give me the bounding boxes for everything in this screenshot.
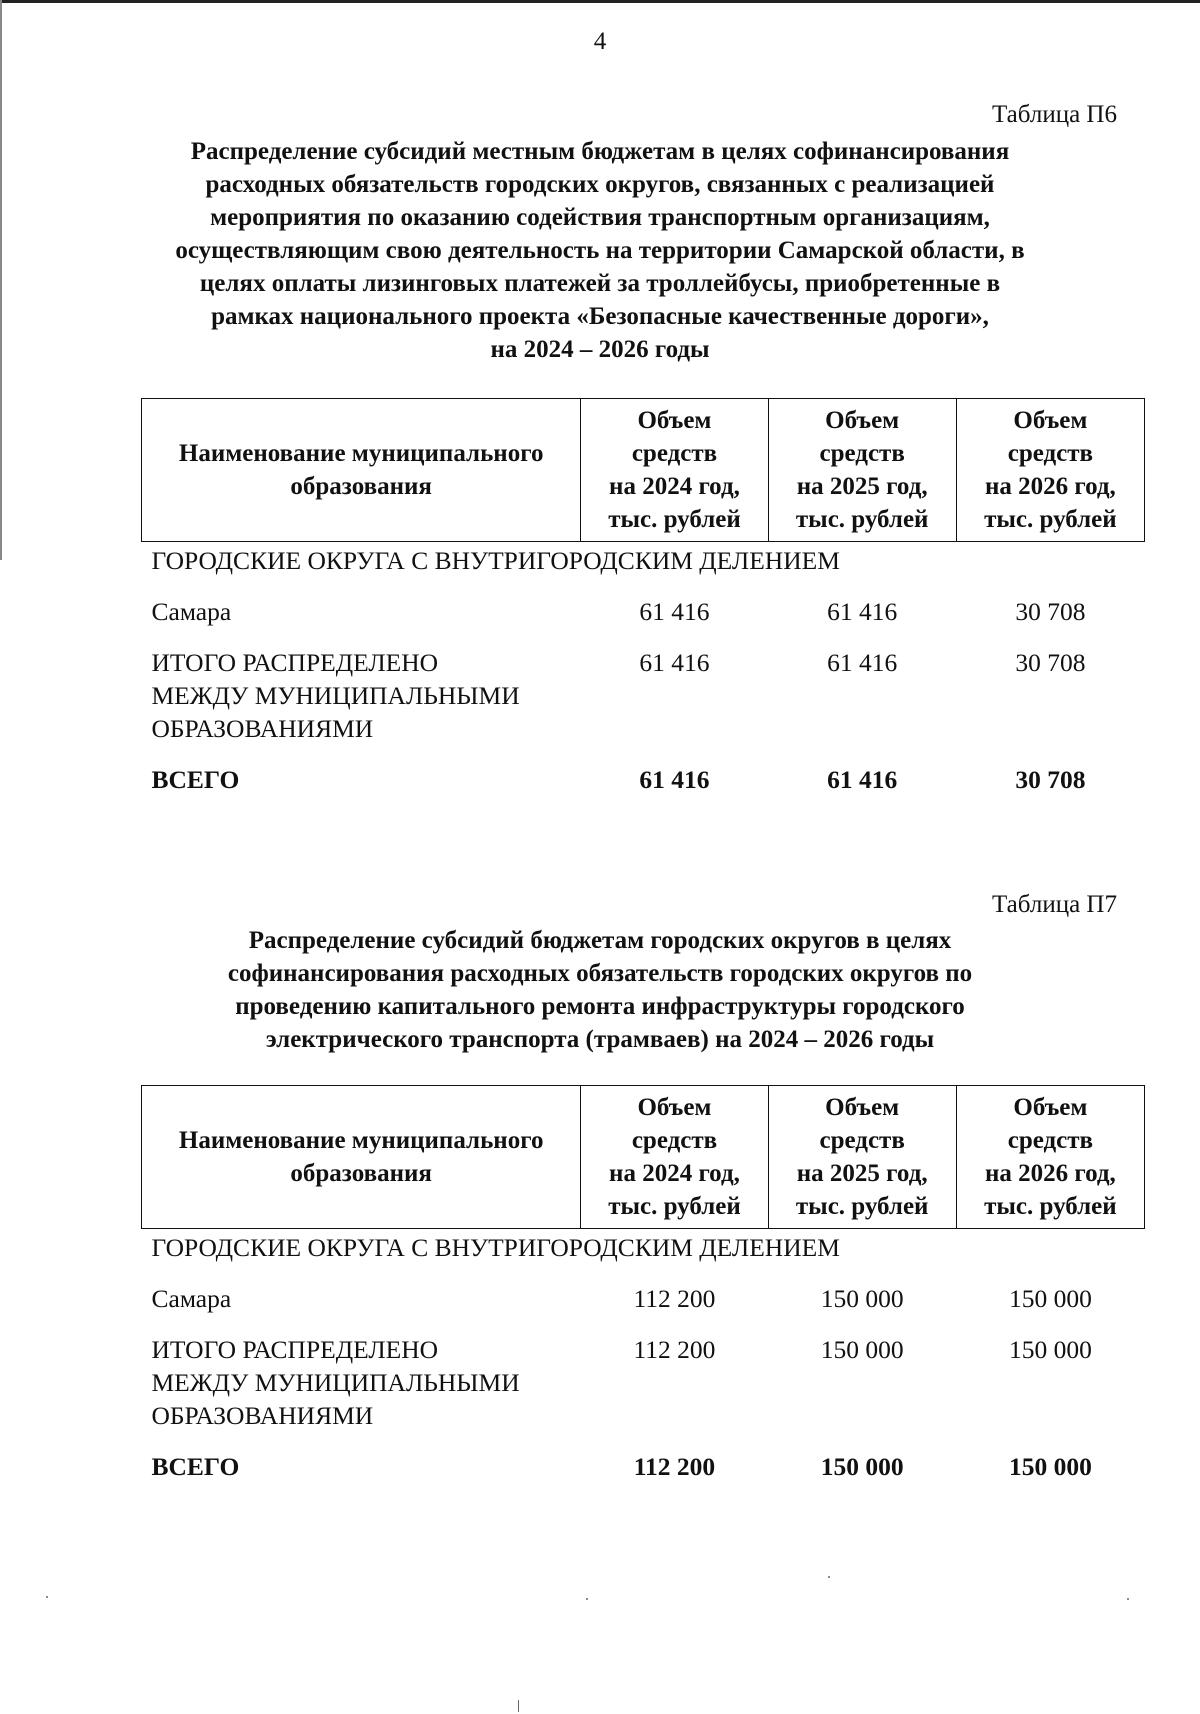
- title-line: целях оплаты лизинговых платежей за троллейбусы, приобретенные в: [199, 270, 1001, 297]
- table-header-row: [142, 1086, 1145, 1229]
- value-2026: 150 000: [1008, 1284, 1092, 1313]
- scan-speck: [1127, 1598, 1129, 1600]
- value-2026: 30 708: [1015, 597, 1086, 626]
- row-name-line: ОБРАЗОВАНИЯМИ: [151, 714, 374, 743]
- title-line: рамках национального проекта «Безопасные качественные дороги»,: [211, 303, 989, 330]
- header-2025: [768, 1086, 956, 1229]
- table-p6-title: [100, 135, 1100, 366]
- header-municipality: [142, 399, 581, 542]
- total-row: [142, 745, 1145, 796]
- table-header-row: [142, 399, 1145, 542]
- section-title: ГОРОДСКИЕ ОКРУГА С ВНУТРИГОРОДСКИМ ДЕЛЕНИЕМ: [151, 546, 840, 575]
- value-2026: 30 708: [1015, 648, 1086, 677]
- header-line: образования: [290, 473, 432, 500]
- left-scan-edge: [0, 0, 2, 560]
- total-row: [142, 1432, 1145, 1483]
- header-municipality: [142, 1086, 581, 1229]
- row-name-line: Самара: [151, 597, 232, 626]
- total-2026: 150 000: [1008, 1452, 1092, 1481]
- top-border-line: [0, 0, 1200, 3]
- header-line: средств: [819, 440, 905, 467]
- header-line: средств: [1007, 1127, 1094, 1154]
- value-2024: 112 200: [633, 1284, 716, 1313]
- total-2025: 150 000: [820, 1452, 904, 1481]
- table-p6: [141, 398, 1145, 796]
- value-2025: 150 000: [820, 1335, 904, 1364]
- header-2024: [581, 1086, 768, 1229]
- header-line: Объем: [825, 407, 900, 434]
- scan-speck: [828, 1576, 830, 1578]
- value-2024: 61 416: [639, 648, 710, 677]
- value-2026: 150 000: [1008, 1335, 1092, 1364]
- total-2026: 30 708: [1015, 765, 1086, 794]
- row-name: [142, 1315, 581, 1432]
- header-line: тыс. рублей: [984, 1193, 1117, 1220]
- row-name-line: ИТОГО РАСПРЕДЕЛЕНО: [151, 648, 439, 677]
- header-line: на 2026 год,: [984, 1160, 1116, 1187]
- header-2024: [581, 399, 768, 542]
- title-line: электрического транспорта (трамваев) на 2024 – 2026 годы: [265, 1026, 935, 1053]
- header-line: средств: [819, 1127, 905, 1154]
- value-2025: 61 416: [827, 648, 898, 677]
- title-line: мероприятия по оказанию содействия транспортным организациям,: [210, 204, 990, 231]
- title-line: осуществляющим свою деятельность на территории Самарской области, в: [175, 237, 1025, 264]
- header-line: Наименование муниципального: [178, 1127, 544, 1154]
- header-2026: [956, 1086, 1144, 1229]
- row-name-line: МЕЖДУ МУНИЦИПАЛЬНЫМИ: [151, 681, 520, 710]
- scan-speck: [586, 1598, 588, 1600]
- header-line: тыс. рублей: [608, 506, 741, 533]
- header-line: на 2026 год,: [984, 473, 1116, 500]
- header-line: средств: [1007, 440, 1094, 467]
- title-line: проведению капитального ремонта инфраструктуры городского: [235, 993, 965, 1020]
- total-label: ВСЕГО: [151, 1452, 240, 1481]
- scan-speck: [46, 1596, 48, 1598]
- title-line: софинансирования расходных обязательств городских округов по: [227, 960, 973, 987]
- header-line: Наименование муниципального: [178, 440, 544, 467]
- header-line: Объем: [1013, 1094, 1088, 1121]
- value-2025: 61 416: [827, 597, 898, 626]
- row-name: [142, 628, 581, 745]
- header-line: на 2025 год,: [796, 1160, 928, 1187]
- header-line: образования: [290, 1160, 432, 1187]
- header-line: Объем: [637, 407, 712, 434]
- title-line: Распределение субсидий местным бюджетам в целях софинансирования: [190, 138, 1010, 165]
- value-2025: 150 000: [820, 1284, 904, 1313]
- header-line: средств: [631, 440, 718, 467]
- scan-speck: [518, 1700, 519, 1712]
- table-row: [142, 1264, 1145, 1315]
- table-row: [142, 628, 1145, 745]
- table-p7-title: [100, 924, 1100, 1056]
- row-name-line: Самара: [151, 1284, 232, 1313]
- value-2024: 112 200: [633, 1335, 716, 1364]
- section-row: [142, 1229, 1145, 1265]
- title-line: на 2024 – 2026 годы: [490, 336, 710, 363]
- title-line: расходных обязательств городских округов, связанных с реализацией: [205, 171, 995, 198]
- table-row: [142, 577, 1145, 628]
- row-name: [142, 577, 581, 628]
- table-p7: [141, 1085, 1145, 1483]
- header-2025: [768, 399, 956, 542]
- header-line: Объем: [1013, 407, 1088, 434]
- header-line: тыс. рублей: [984, 506, 1117, 533]
- total-2024: 61 416: [639, 765, 710, 794]
- row-name-line: ИТОГО РАСПРЕДЕЛЕНО: [151, 1335, 439, 1364]
- total-2025: 61 416: [827, 765, 898, 794]
- section-row: [142, 542, 1145, 578]
- header-2026: [956, 399, 1144, 542]
- header-line: тыс. рублей: [608, 1193, 741, 1220]
- row-name: [142, 1264, 581, 1315]
- page-number: 4: [593, 28, 607, 55]
- header-line: на 2025 год,: [796, 473, 928, 500]
- row-name-line: МЕЖДУ МУНИЦИПАЛЬНЫМИ: [151, 1368, 520, 1397]
- header-line: Объем: [825, 1094, 900, 1121]
- table-p7-label: Таблица П7: [992, 891, 1117, 918]
- header-line: тыс. рублей: [795, 1193, 929, 1220]
- total-label: ВСЕГО: [151, 765, 240, 794]
- section-title: ГОРОДСКИЕ ОКРУГА С ВНУТРИГОРОДСКИМ ДЕЛЕНИЕМ: [151, 1233, 840, 1262]
- value-2024: 61 416: [639, 597, 710, 626]
- header-line: на 2024 год,: [609, 473, 740, 500]
- title-line: Распределение субсидий бюджетам городских округов в целях: [248, 927, 952, 954]
- header-line: тыс. рублей: [795, 506, 929, 533]
- row-name-line: ОБРАЗОВАНИЯМИ: [151, 1401, 374, 1430]
- total-2024: 112 200: [633, 1452, 716, 1481]
- table-row: [142, 1315, 1145, 1432]
- header-line: средств: [631, 1127, 718, 1154]
- header-line: Объем: [637, 1094, 712, 1121]
- header-line: на 2024 год,: [609, 1160, 740, 1187]
- table-p6-label: Таблица П6: [992, 101, 1117, 128]
